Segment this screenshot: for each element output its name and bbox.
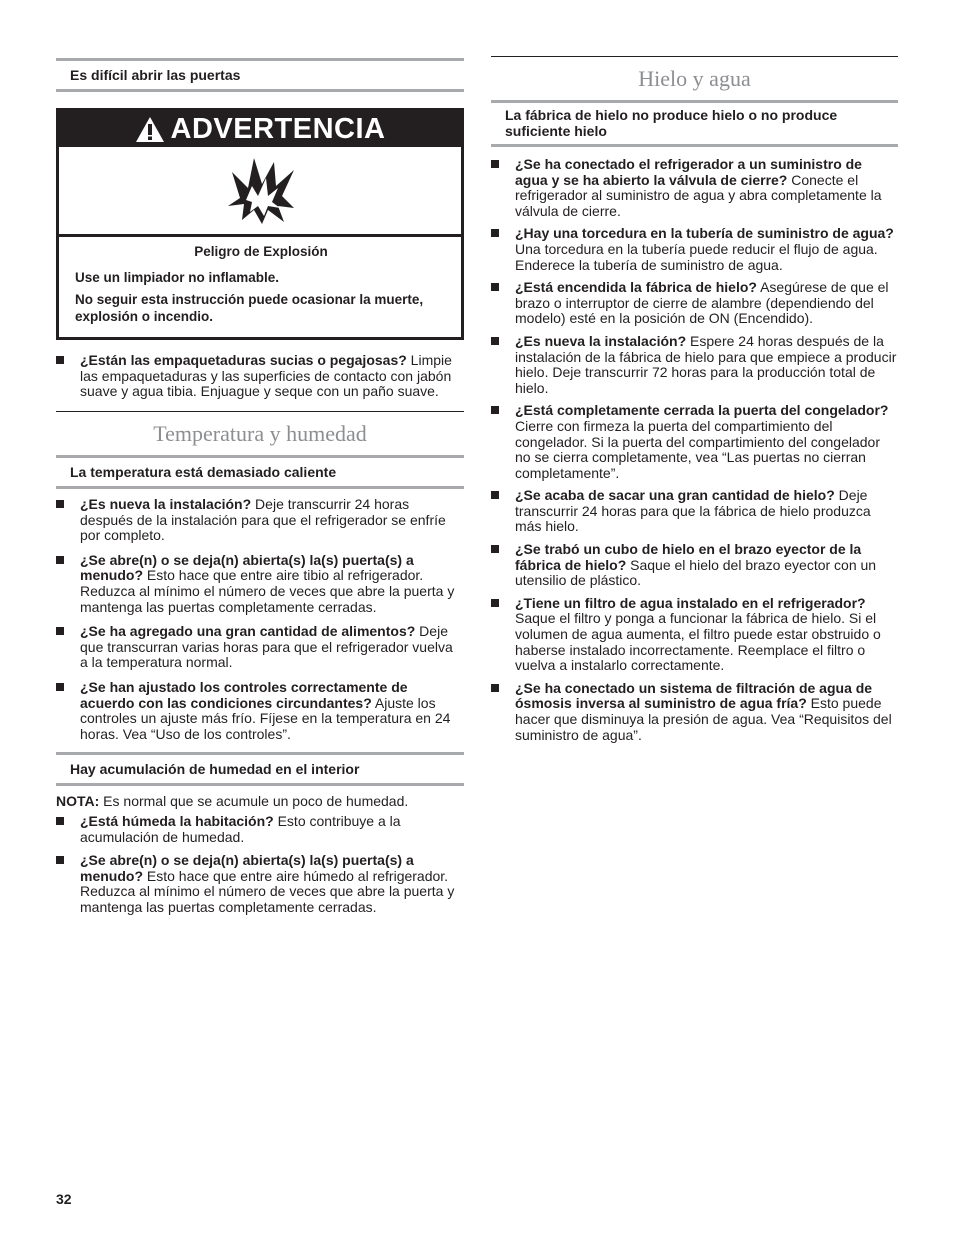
item-question: ¿Está completamente cerrada la puerta del congelador? xyxy=(515,402,889,419)
page-number: 32 xyxy=(56,1191,72,1207)
section-title-hielo: Hielo y agua xyxy=(638,66,751,91)
item-question: ¿Hay una torcedura en la tubería de suministro de agua? xyxy=(515,225,894,242)
item-question: ¿Está encendida la fábrica de hielo? xyxy=(515,279,757,296)
item-answer: Saque el filtro y ponga a funcionar la fábrica de hielo. Si el volumen de agua aumenta, el filtro puede estar obstruido o haberse instalado incorrectamente. Reemplace el filtro o vuelva a instalarlo correctamente. xyxy=(515,610,881,674)
warning-title: Peligro de Explosión xyxy=(194,244,328,259)
bullet-icon xyxy=(491,406,499,414)
list-item xyxy=(491,596,898,674)
item-question: ¿Se acaba de sacar una gran cantidad de hielo? xyxy=(515,487,835,504)
subhead-temperature-text: La temperatura está demasiado caliente xyxy=(70,464,337,480)
note-paragraph xyxy=(56,794,464,810)
bullet-icon xyxy=(56,856,64,864)
item-answer: Asegúrese de que el brazo o interruptor de cierre de alambre (dependiendo del modelo) esté en la posición de ON (Encendido). xyxy=(515,279,889,327)
item-question: ¿Se abre(n) o se deja(n) abierta(s) la(s) puerta(s) a menudo? xyxy=(80,551,414,584)
list-item xyxy=(56,624,464,671)
note-label: NOTA: xyxy=(56,793,100,809)
bullet-icon xyxy=(491,491,499,499)
doors-list xyxy=(56,353,464,400)
subhead-temperature xyxy=(56,455,464,489)
item-answer: Una torcedura en la tubería puede reducir el flujo de agua. Enderece la tubería de suministro de agua. xyxy=(515,240,878,273)
item-answer: Deje transcurrir 24 horas después de la instalación para que el refrigerador se enfríe por completo. xyxy=(80,496,446,544)
note-text: Es normal que se acumule un poco de humedad. xyxy=(99,793,409,809)
section-title-temperatura: Temperatura y humedad xyxy=(153,421,367,446)
bullet-icon xyxy=(491,599,499,607)
item-answer: Conecte el refrigerador al suministro de agua y abra completamente la válvula de cierre. xyxy=(515,171,882,219)
bullet-icon xyxy=(491,545,499,553)
humidity-list xyxy=(56,814,464,916)
warning-triangle-icon xyxy=(135,116,165,143)
list-item xyxy=(56,497,464,544)
bullet-icon xyxy=(491,684,499,692)
list-item xyxy=(491,403,898,481)
warning-body xyxy=(59,237,461,325)
warning-header-text: ADVERTENCIA xyxy=(170,112,386,145)
warning-header xyxy=(59,111,461,147)
item-answer: Esto contribuye a la acumulación de humedad. xyxy=(80,813,401,845)
bullet-icon xyxy=(56,556,64,564)
item-question: ¿Es nueva la instalación? xyxy=(515,332,687,349)
bullet-icon xyxy=(56,356,64,364)
list-item xyxy=(491,280,898,327)
warning-line-2: No seguir esta instrucción puede ocasionar la muerte, explosión o incendio. xyxy=(75,292,424,324)
subhead-ice-maker: La fábrica de hielo no produce hielo o no produce suficiente hielo xyxy=(505,107,838,139)
warning-image xyxy=(59,147,461,237)
subhead-doors-text: Es difícil abrir las puertas xyxy=(70,67,241,83)
subhead-humidity xyxy=(56,752,464,786)
subhead-doors xyxy=(56,58,464,92)
item-answer: Espere 24 horas después de la instalación de la fábrica de hielo para que empiece a producir hielo. Deje transcurrir 72 horas para la producción total de hielo. xyxy=(515,332,897,396)
list-item xyxy=(491,488,898,535)
temperature-list xyxy=(56,497,464,742)
list-item xyxy=(56,553,464,615)
list-item xyxy=(56,853,464,915)
item-question: ¿Se abre(n) o se deja(n) abierta(s) la(s) puerta(s) a menudo? xyxy=(80,852,414,884)
bullet-icon xyxy=(491,283,499,291)
item-question: ¿Se ha conectado un sistema de filtración de agua de ósmosis inversa al suministro de agua fría? xyxy=(515,679,873,712)
item-question: ¿Se trabó un cubo de hielo en el brazo eyector de la fábrica de hielo? xyxy=(515,541,862,573)
item-answer: Esto hace que entre aire tibio al refrigerador. Reduzca al mínimo el número de veces que abre la puerta y mantenga las puertas completamente cerradas. xyxy=(80,567,455,615)
bullet-icon xyxy=(491,337,499,345)
bullet-icon xyxy=(56,627,64,635)
ice-water-list xyxy=(491,157,898,743)
warning-box xyxy=(56,108,464,340)
item-answer: Ajuste los controles un ajuste más frío. Fíjese en la temperatura en 24 horas. Vea “Uso de los controles”. xyxy=(80,694,451,742)
item-question: ¿Es nueva la instalación? xyxy=(80,496,252,512)
bullet-icon xyxy=(56,683,64,691)
item-answer: Deje que transcurran varias horas para que el refrigerador vuelva a la temperatura normal. xyxy=(80,623,453,671)
item-answer: Esto hace que entre aire húmedo al refrigerador. Reduzca al mínimo el número de veces que abre la puerta y mantenga las puertas completamente cerradas. xyxy=(80,867,455,915)
item-question: ¿Se han ajustado los controles correctamente de acuerdo con las condiciones circundantes? xyxy=(80,678,408,711)
item-question: ¿Está húmeda la habitación? xyxy=(80,813,274,829)
item-question: ¿Se ha conectado el refrigerador a un suministro de agua y se ha abierto la válvula de cierre? xyxy=(515,156,862,188)
item-answer: Limpie las empaquetaduras y las superficies de contacto con jabón suave y agua tibia. Enjuague y seque con un paño suave. xyxy=(80,352,452,400)
warning-line-1: Use un limpiador no inflamable. xyxy=(75,270,280,285)
list-item xyxy=(491,681,898,743)
item-answer: Deje transcurrir 24 horas para que la fábrica de hielo produzca más hielo. xyxy=(515,487,871,535)
subhead-bottom-rule xyxy=(491,144,898,147)
item-answer: Saque el hielo del brazo eyector con un utensilio de plástico. xyxy=(515,556,877,589)
explosion-icon xyxy=(224,156,296,226)
bullet-icon xyxy=(56,500,64,508)
list-item xyxy=(491,157,898,219)
subhead-humidity-text: Hay acumulación de humedad en el interior xyxy=(70,761,360,777)
item-question: ¿Tiene un filtro de agua instalado en el refrigerador? xyxy=(515,594,866,611)
divider xyxy=(56,411,464,412)
item-answer: Cierre con firmeza la puerta del compartimiento del congelador. Si la puerta del compartimiento del congelador no se cierra completamente, vea “Las puertas no cierran completamente”. xyxy=(515,417,881,481)
list-item xyxy=(56,814,464,845)
item-answer: Esto puede hacer que disminuya la presión de agua. Vea “Requisitos del suministro de agua”. xyxy=(515,695,892,743)
bullet-icon xyxy=(56,817,64,825)
bullet-icon xyxy=(491,160,499,168)
divider xyxy=(491,56,898,57)
item-question: ¿Están las empaquetaduras sucias o pegajosas? xyxy=(80,352,407,368)
list-item xyxy=(491,334,898,396)
subhead-top-rule xyxy=(491,100,898,103)
item-question: ¿Se ha agregado una gran cantidad de alimentos? xyxy=(80,623,416,640)
list-item xyxy=(56,353,464,400)
list-item xyxy=(56,680,464,742)
list-item xyxy=(491,226,898,273)
list-item xyxy=(491,542,898,589)
bullet-icon xyxy=(491,229,499,237)
